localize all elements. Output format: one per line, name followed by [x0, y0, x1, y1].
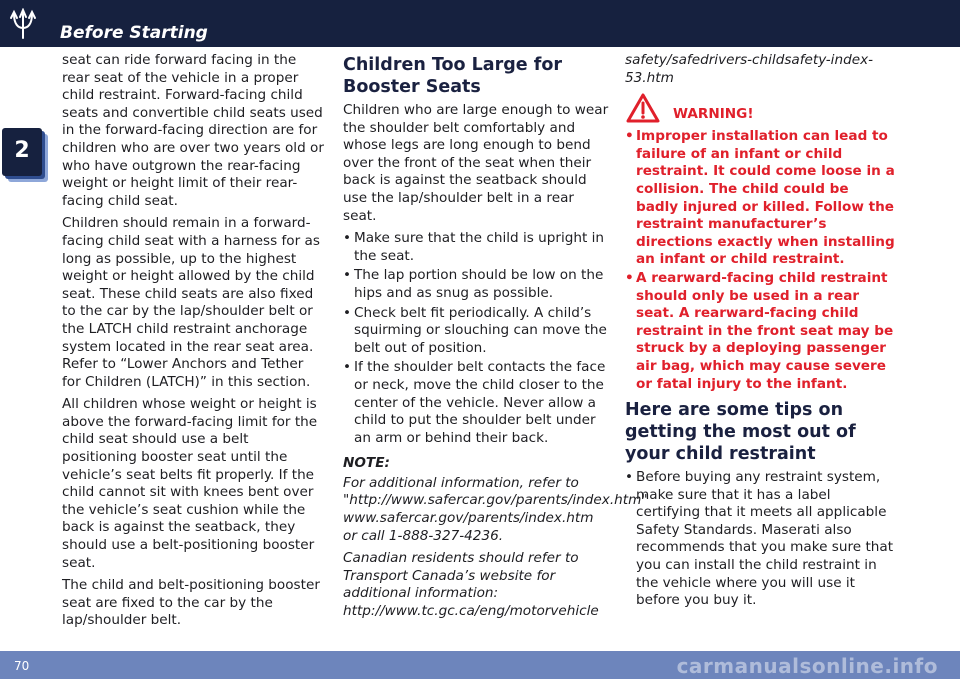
bullet-list — [625, 469, 895, 610]
paragraph: seat can ride forward facing in the rear seat of the vehicle in a proper child restraint. Forward-facing child seats and convertible child seats used in the forward-facing direction are for children who are over two years old or who have outgrown the rear-facing weight or height limit of their rear-facing child seat. — [62, 52, 324, 209]
paragraph: Children who are large enough to wear the shoulder belt comfortably and whose legs are long enough to bend over the front of the seat when their back is against the seatback should use the lap/shoulder belt in a rear seat. — [343, 102, 609, 224]
note-label: NOTE: — [343, 455, 390, 472]
note-text: Canadian residents should refer to Transport Canada’s website for additional information: http://www.tc.gc.ca/eng/motorvehicle — [343, 550, 599, 620]
section-title: Before Starting — [60, 23, 208, 43]
paragraph: All children whose weight or height is above the forward-facing limit for the child seat should use a belt positioning booster seat until the vehicle’s seat belts fit properly. If the child cannot sit with knees bent over the vehicle’s seat cushion while the back is against the seatback, they should use a belt-positioning booster seat. — [62, 396, 318, 571]
list-item: • The lap portion should be low on the hips and as snug as possible. — [343, 267, 609, 302]
warning-header — [625, 92, 895, 126]
warning-list — [625, 128, 895, 393]
warning-triangle-icon — [625, 92, 661, 124]
chapter-tab — [2, 128, 42, 176]
warning-item: • A rearward-facing child restraint should only be used in a rear seat. A rearward-facing child restraint in the front seat may be struck by a deploying passenger air bag, which may cause severe or fatal injury to the infant. — [625, 270, 895, 393]
section-heading: Here are some tips on getting the most out of your child restraint — [625, 400, 856, 465]
warning-title: WARNING! — [673, 106, 754, 123]
column-1 — [62, 52, 324, 635]
list-item: • Check belt fit periodically. A child’s squirming or slouching can move the belt out of position. — [343, 305, 609, 358]
list-item: • Before buying any restraint system, make sure that it has a label certifying that it meets all applicable Safety Standards. Maserati also recommends that you make sure that you can install the child restraint in the vehicle where you will use it before you buy it. — [625, 469, 895, 610]
chapter-number: 2 — [14, 138, 30, 163]
paragraph: The child and belt-positioning booster seat are fixed to the car by the lap/shoulder belt. — [62, 577, 320, 629]
column-3 — [625, 52, 895, 616]
note-text-continued: safety/safedrivers-childsafety-index-53.htm — [625, 52, 874, 86]
note-text: For additional information, refer to "http://www.safercar.gov/parents/index.htm" www.safercar.gov/parents/index.htm or call 1-888-327-4236. — [343, 474, 648, 544]
list-item: • Make sure that the child is upright in the seat. — [343, 230, 609, 265]
trident-logo-icon — [8, 8, 38, 40]
section-heading: Children Too Large for Booster Seats — [343, 55, 562, 97]
column-2 — [343, 52, 648, 626]
page-number: 70 — [14, 659, 30, 673]
bullet-list — [343, 230, 609, 447]
warning-item: • Improper installation can lead to failure of an infant or child restraint. It could come loose in a collision. The child could be badly injured or killed. Follow the restraint manufacturer’s directions exactly when installing an infant or child restraint. — [625, 128, 895, 269]
watermark: carmanualsonline.info — [676, 654, 938, 678]
header-bar — [0, 0, 960, 47]
footer-bar — [0, 651, 960, 679]
list-item: • If the shoulder belt contacts the face or neck, move the child closer to the center of the vehicle. Never allow a child to put the shoulder belt under an arm or behind their back. — [343, 359, 609, 447]
paragraph: Children should remain in a forward-facing child seat with a harness for as long as possible, up to the highest weight or height allowed by the child seat. These child seats are also fixed to the car by the lap/shoulder belt or the LATCH child restraint anchorage system located in the rear seat area. Refer to “Lower Anchors and Tether for Children (LATCH)” in this section. — [62, 215, 320, 390]
